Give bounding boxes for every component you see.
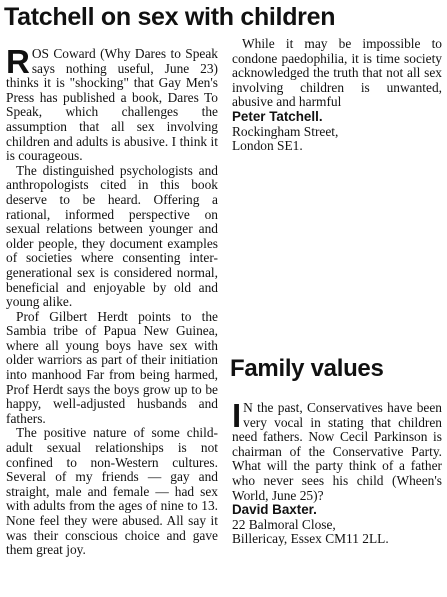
- signature-block: [232, 110, 442, 154]
- drop-cap: R: [6, 43, 30, 80]
- paragraph-1: I N the past, Conservatives have been very vocal in stating that children need fathers. Now Cecil Parkinson is chairman of the Conservative Party. What will the party think of a father who never sees his child (Wheen's World, June 25)?: [232, 397, 442, 503]
- author-name: David Baxter.: [232, 502, 317, 518]
- letter-tatchell-column-1: [6, 43, 218, 558]
- paragraph-3: Prof Gilbert Herdt points to the Sambia tribe of Papua New Guinea, where all young boys have sex with older warriors as part of their initiation into manhood Far from being harmed, Prof Herdt says the boys grow up to be happy, well-adjusted husbands and fathers.: [6, 308, 218, 426]
- headline-family-values: Family values: [230, 355, 384, 382]
- letter-tatchell-column-2: [232, 37, 442, 154]
- author-address-line-2: London SE1.: [232, 138, 303, 154]
- signature-block: [232, 503, 442, 547]
- paragraph-1: ROS Coward (Why Dares to Speak says nothing useful, June 23) thinks it is "shocking" that Gay Men's Press has published a book, Dares To Speak, which challenges the assumption that all sex involving children and adults is abusive. I think it is courageous.: [6, 43, 218, 164]
- author-name: Peter Tatchell.: [232, 108, 323, 124]
- paragraph-5: While it may be impossible to condone paedophilia, it is time society acknowledged the truth that not all sex involving children is unwanted, abusive and harmful: [232, 36, 442, 110]
- author-address-line-1: 22 Balmoral Close,: [232, 516, 336, 532]
- paragraph-4: The positive nature of some child-adult sexual relationships is not confined to non-Western cultures. Several of my friends — gay and straight, male and female — had sex with adults from the ages of nine to 13. None feel they were abused. All say it was their conscious choice and gave them great joy.: [6, 425, 218, 558]
- headline-tatchell: Tatchell on sex with children: [4, 3, 336, 31]
- author-address-line-2: Billericay, Essex CM11 2LL.: [232, 531, 389, 547]
- letter-family-values: [232, 397, 442, 547]
- drop-cap: I: [232, 397, 242, 434]
- paragraph-2: The distinguished psychologists and anthropologists cited in this book deserve to be heard. Offering a rational, informed perspective on sexual relations between younger and older people, they document examples of societies where consenting inter-generational sex is considered normal, beneficial and enjoyable by old and young alike.: [6, 162, 218, 310]
- author-address-line-1: Rockingham Street,: [232, 123, 339, 139]
